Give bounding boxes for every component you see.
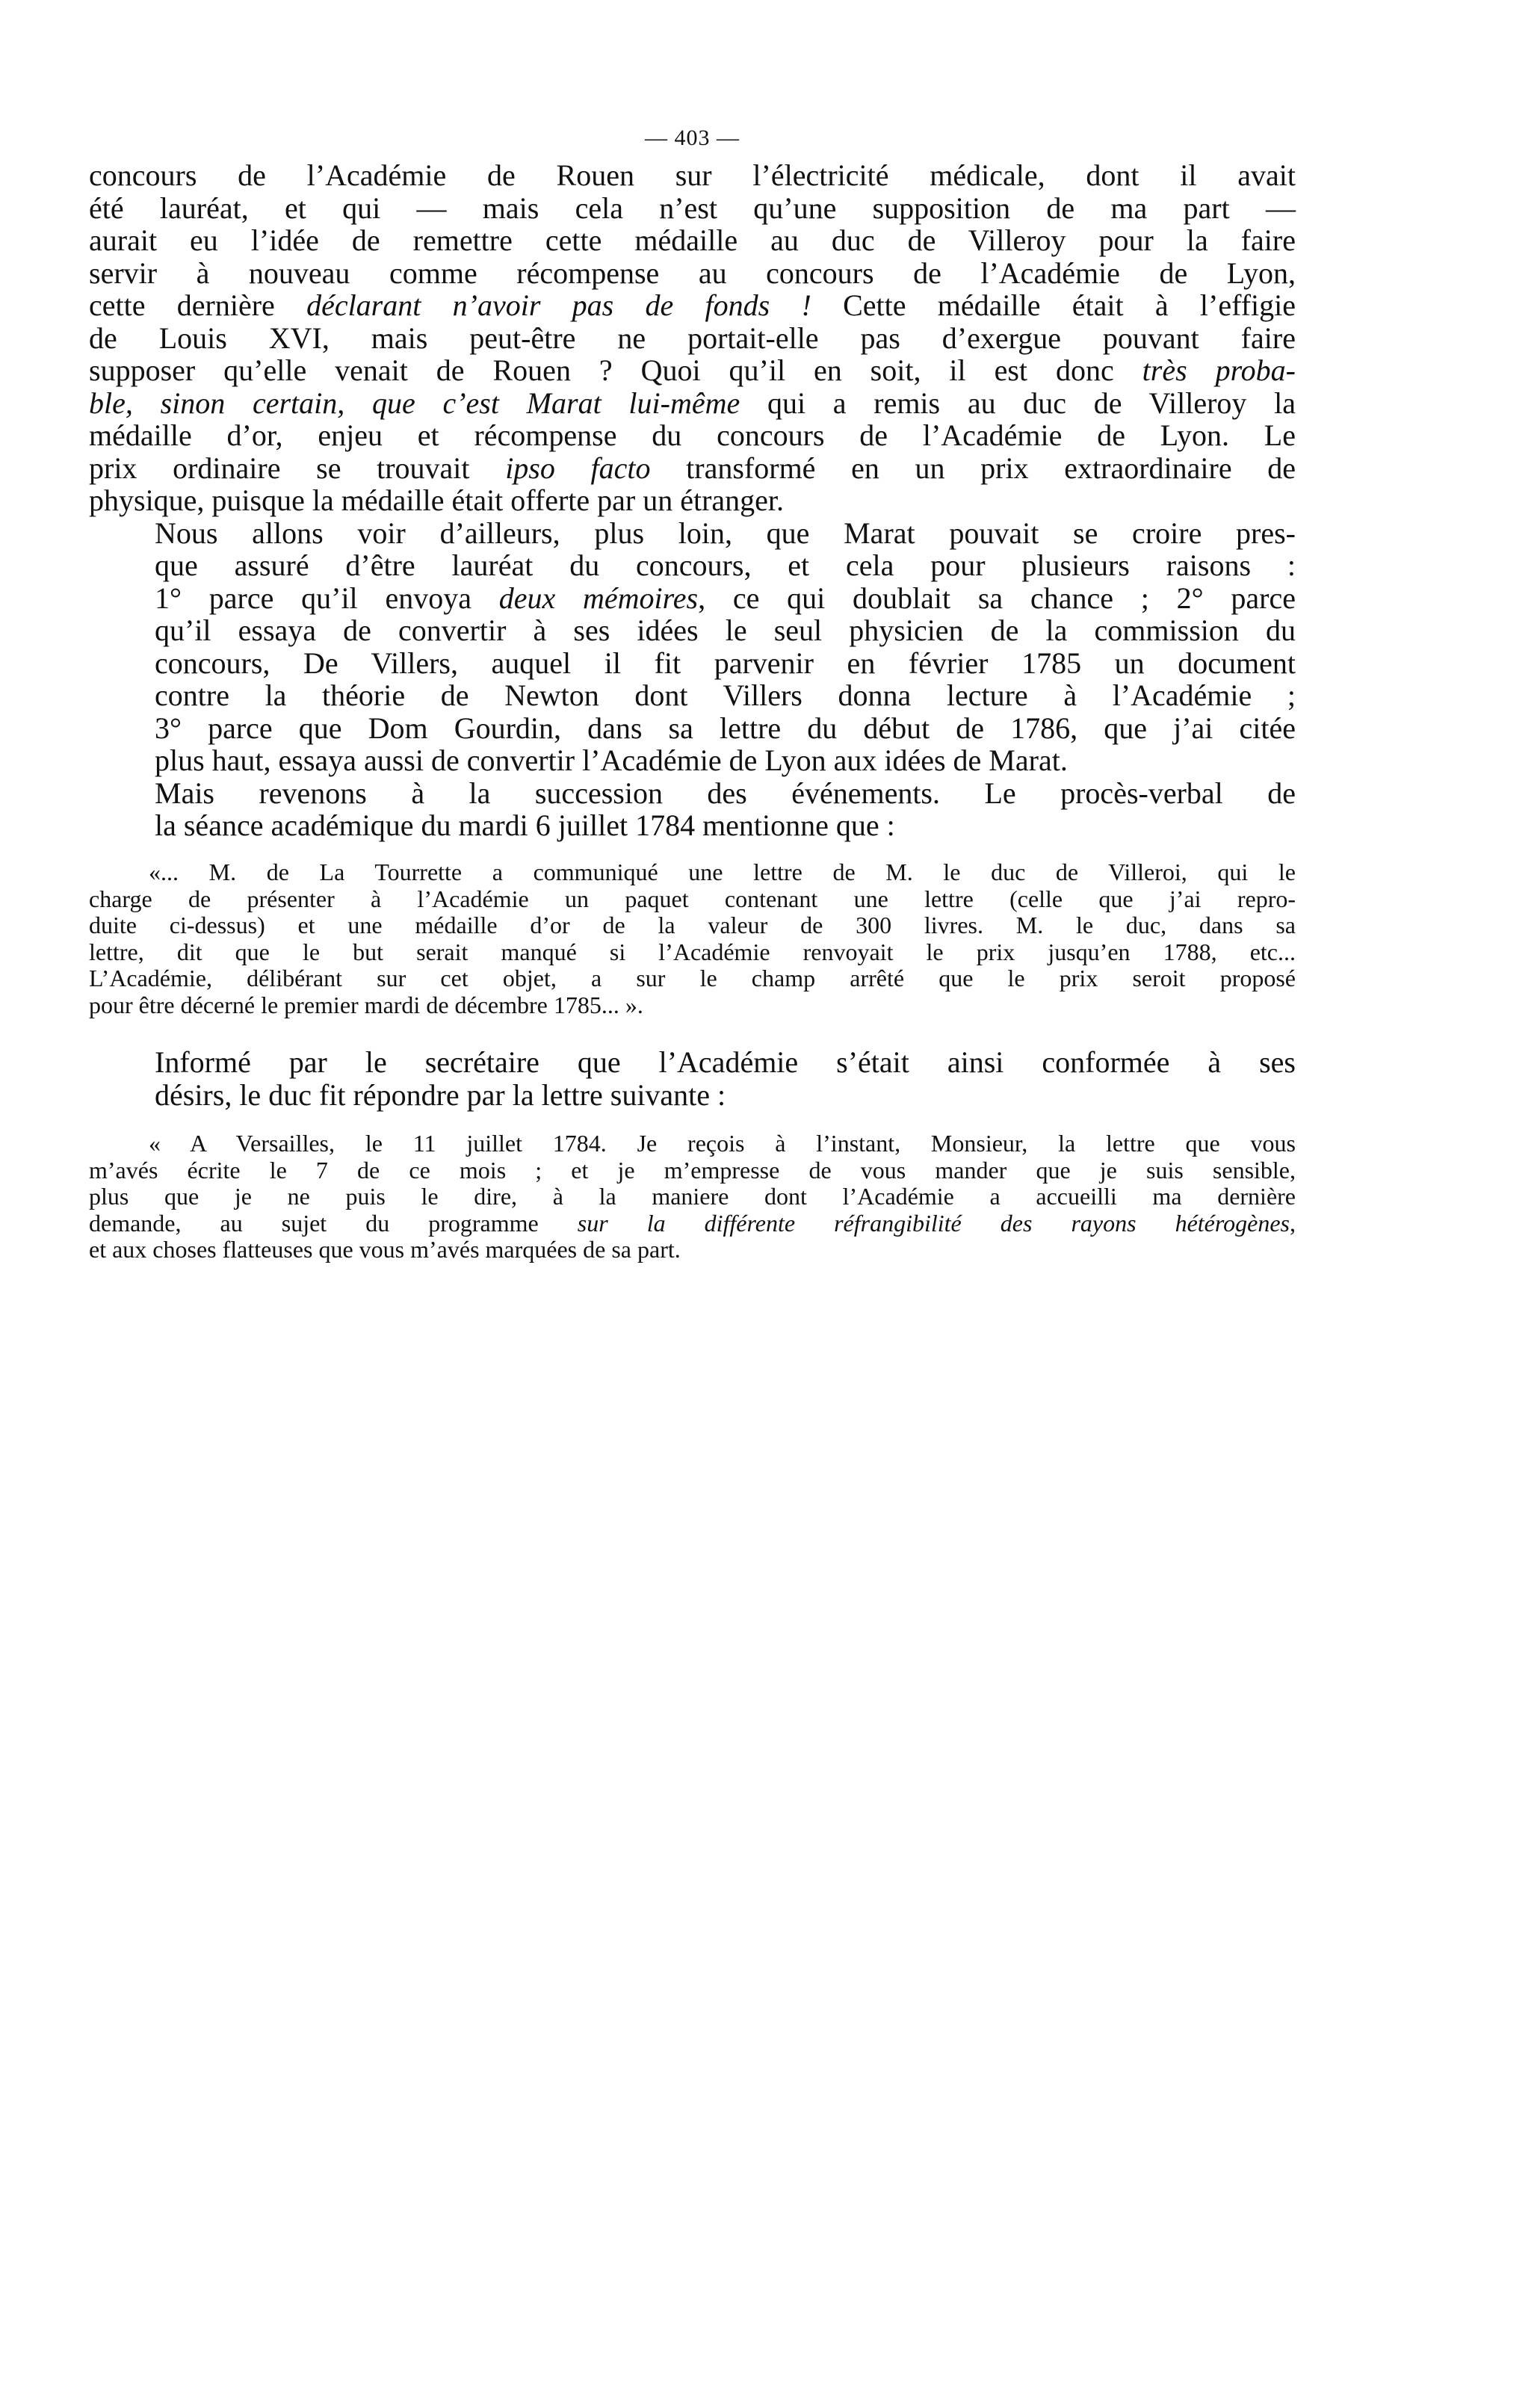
text-line: de Louis XVI, mais peut-être ne portait-elle pas d’exergue pouvant faire (89, 321, 1296, 355)
text-line: Mais revenons à la succession des événements. Le procès-verbal de (155, 776, 1296, 810)
blockquote-seance-minutes (89, 859, 1296, 1019)
italic-emphasis: très proba- (1142, 353, 1296, 387)
text-line: 1° parce qu’il envoya deux mémoires, ce qui doublait sa chance ; 2° parce (155, 581, 1296, 615)
text-line: L’Académie, délibérant sur cet objet, a sur le champ arrêté que le prix seroit proposé (89, 965, 1296, 992)
text-line: prix ordinaire se trouvait ipso facto transformé en un prix extraordinaire de (89, 451, 1296, 485)
paragraph-continuation (89, 159, 1296, 517)
paragraph-duc-reply-intro (89, 1046, 1296, 1111)
text-line: contre la théorie de Newton dont Villers donna lecture à l’Académie ; (155, 678, 1296, 712)
italic-emphasis: deux mémoires (498, 581, 699, 615)
text-line: été lauréat, et qui — mais cela n’est qu’une supposition de ma part — (89, 191, 1296, 225)
text-line: et aux choses flatteuses que vous m’avés marquées de sa part. (89, 1236, 681, 1263)
text-line: duite ci-dessus) et une médaille d’or de la valeur de 300 livres. M. le duc, dans sa (89, 912, 1296, 939)
text-line: m’avés écrite le 7 de ce mois ; et je m’empresse de vous mander que je suis sensible, (89, 1156, 1296, 1184)
text-line: «... M. de La Tourrette a communiqué une lettre de M. le duc de Villeroi, qui le (149, 859, 1296, 885)
paragraph-marat-reasons (89, 517, 1296, 777)
text-line: plus que je ne puis le dire, à la maniere dont l’Académie a accueilli ma dernière (89, 1183, 1296, 1210)
text-line: Nous allons voir d’ailleurs, plus loin, que Marat pouvait se croire pres- (155, 516, 1296, 550)
text-line: plus haut, essaya aussi de convertir l’Académie de Lyon aux idées de Marat. (155, 743, 1068, 777)
page-number: — 403 — (645, 126, 740, 150)
text-line: aurait eu l’idée de remettre cette médaille au duc de Villeroy pour la faire (89, 223, 1296, 257)
text-line: qu’il essaya de convertir à ses idées le seul physicien de la commission du (155, 613, 1296, 647)
text-line: ble, sinon certain, que c’est Marat lui-même qui a remis au duc de Villeroy la (89, 386, 1296, 420)
text-line: charge de présenter à l’Académie un paquet contenant une lettre (celle que j’ai repro- (89, 885, 1296, 912)
text-line: concours, De Villers, auquel il fit parvenir en février 1785 un document (155, 646, 1296, 680)
text-line: 3° parce que Dom Gourdin, dans sa lettre du début de 1786, que j’ai citée (155, 711, 1296, 745)
text-line: lettre, dit que le but serait manqué si l’Académie renvoyait le prix jusqu’en 1788, etc... (89, 938, 1296, 965)
text-line: la séance académique du mardi 6 juillet 1784 mentionne que : (155, 808, 895, 842)
text-line: physique, puisque la médaille était offerte par un étranger. (89, 483, 785, 517)
text-line: servir à nouveau comme récompense au concours de l’Académie de Lyon, (89, 256, 1296, 290)
italic-emphasis: ipso facto (505, 451, 651, 485)
text-line: « A Versailles, le 11 juillet 1784. Je reçois à l’instant, Monsieur, la lettre que vous (149, 1130, 1296, 1157)
text-line: concours de l’Académie de Rouen sur l’électricité médicale, dont il avait (89, 158, 1296, 192)
italic-emphasis: sur la différente réfrangibilité des rayons hétérogènes (577, 1209, 1290, 1237)
text-line: pour être décerné le premier mardi de décembre 1785... ». (89, 991, 643, 1018)
text-line: demande, au sujet du programme sur la différente réfrangibilité des rayons hétérogènes, (89, 1209, 1296, 1237)
text-line: désirs, le duc fit répondre par la lettre suivante : (155, 1077, 726, 1112)
main-text-column (89, 159, 1296, 842)
paragraph-informe (89, 1046, 1296, 1111)
text-line: que assuré d’être lauréat du concours, et cela pour plusieurs raisons : (155, 548, 1296, 582)
italic-emphasis: déclarant n’avoir pas de fonds ! (306, 288, 811, 322)
italic-emphasis: ble, sinon certain, que c’est Marat lui-même (89, 386, 740, 420)
text-line: supposer qu’elle venait de Rouen ? Quoi qu’il en soit, il est donc très proba- (89, 353, 1296, 387)
text-line: cette dernière déclarant n’avoir pas de fonds ! Cette médaille était à l’effigie (89, 288, 1296, 322)
text-line: médaille d’or, enjeu et récompense du concours de l’Académie de Lyon. Le (89, 418, 1296, 452)
paragraph-proces-verbal (89, 777, 1296, 842)
text-line: Informé par le secrétaire que l’Académie s’était ainsi conformée à ses (155, 1045, 1296, 1079)
blockquote-versailles-letter (89, 1130, 1296, 1263)
